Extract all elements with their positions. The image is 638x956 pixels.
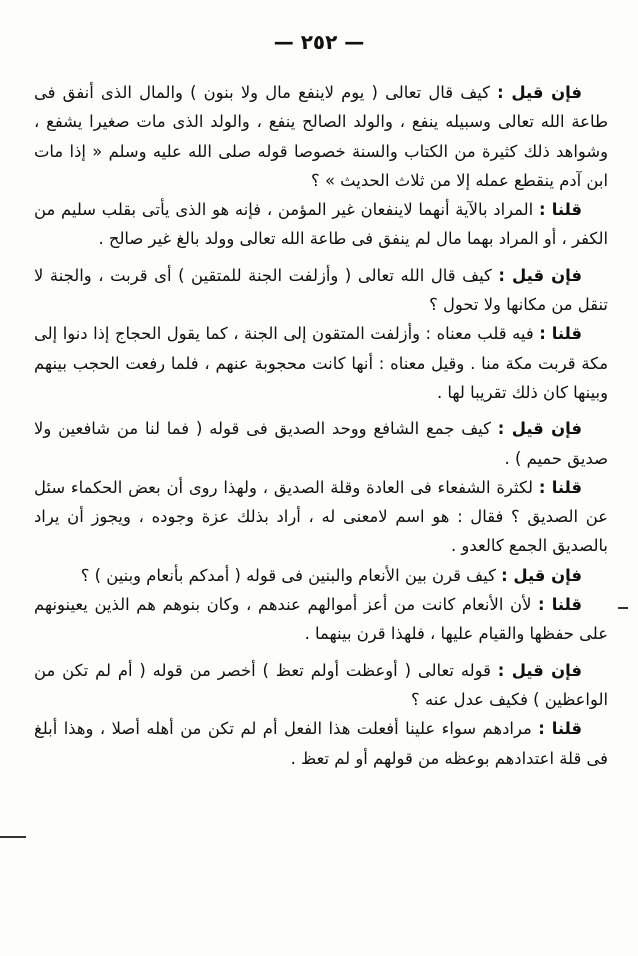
paragraph-text: كيف قال تعالى ( يوم لاينفع مال ولا بنون ) والمال الذى أنفق فى طاعة الله تعالى وسبيله ينفع ، والولد الصالح ينفع ، والولد الذى مات صغيرا يشفع ، وشواهد ذلك كثيرة من الكتاب والسنة خصوصا قوله صلى الله عليه وسلم « إذا مات ابن آدم ينقطع عمله إلا من ثلاث الحديث » ؟ [34,83,608,190]
paragraph-question [34,561,608,590]
paragraph-answer [34,473,608,561]
paragraph-lead: فإن قيل : [498,265,582,285]
paragraph-question [34,656,608,715]
paragraph-lead: فإن قيل : [497,419,582,439]
paragraph-question [34,261,608,320]
paragraph-text: قوله تعالى ( أوعظت أولم تعظ ) أخصر من قوله ( أم لم تكن من الواعظين ) فكيف عدل عنه ؟ [34,660,608,709]
paragraph-lead: قلنا : [538,595,582,615]
paragraph-text: مرادهم سواء علينا أفعلت هذا الفعل أم لم تكن من أهله أصلا ، وهذا أبلغ فى قلة اعتدادهم بوعظه من قولهم أو لم تعظ . [34,719,608,768]
paragraph-lead: فإن قيل : [501,565,582,585]
paragraph-text: لأن الأنعام كانت من أعز أموالهم عندهم ، وكان بنوهم هم الذين يعينونهم على حفظها والقيام عليها ، فلهذا قرن بينهما . [34,595,608,644]
paragraph-question [34,78,608,195]
paragraph-answer [34,319,608,407]
paragraph-answer [34,590,608,649]
paragraph-answer [34,714,608,773]
paragraph-lead: فإن قيل : [497,660,582,680]
paragraph-lead: قلنا : [539,324,582,344]
scan-mark [618,607,628,609]
paragraph-text: كيف قال الله تعالى ( وأزلفت الجنة للمتقين ) أى قربت ، والجنة لا تنقل من مكانها ولا تحول ؟ [34,265,608,315]
paragraph-text: كيف جمع الشافع ووحد الصديق فى قوله ( فما لنا من شافعين ولا صديق حميم ) . [34,419,608,468]
paragraph-text: فيه قلب معناه : وأزلفت المتقون إلى الجنة ، كما يقول الحجاج إذا دنوا إلى مكة قربت مكة منا . وقيل معناه : أنها كانت محجوبة عنهم ، فلما رفعت الحجب بينهم وبينها كان ذلك تقريبا لها . [34,324,608,402]
paragraph-text: لكثرة الشفعاء فى العادة وقلة الصديق ، ولهذا روى أن بعض الحكماء سئل عن الصديق ؟ فقال : هو اسم لامعنى له ، أراد بذلك عزة وجوده ، ويجوز أن يراد بالصديق الجمع كالعدو . [34,477,608,556]
body-text [34,78,608,773]
paragraph-lead: قلنا : [538,477,582,497]
paragraph-lead: قلنا : [538,200,583,220]
page-number: — ٢٥٢ — [273,30,365,54]
scan-mark [0,836,26,838]
paragraph-question [34,414,608,473]
paragraph-lead: فإن قيل : [497,83,582,102]
paragraph-text: كيف قرن بين الأنعام والبنين فى قوله ( أمدكم بأنعام وبنين ) ؟ [80,565,502,585]
paragraph-lead: قلنا : [538,719,582,739]
paragraph-answer [34,195,608,254]
paragraph-text: المراد بالآية أنهما لاينفعان غير المؤمن ، فإنه هو الذى يأتى بقلب سليم من الكفر ، أو المراد بهما مال لم ينفق فى طاعة الله تعالى وولد بالغ غير صالح . [34,200,608,249]
